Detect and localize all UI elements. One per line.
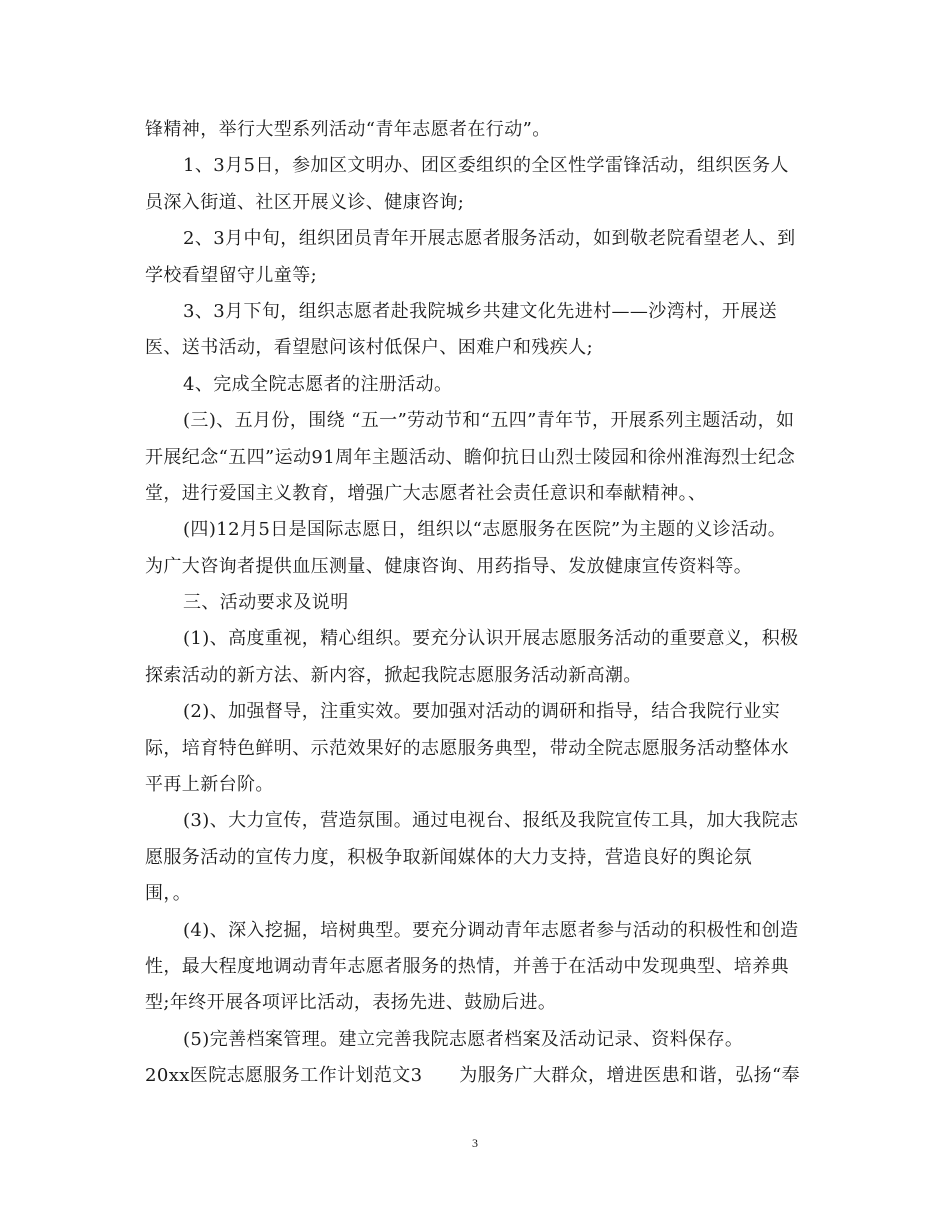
text-line: (4)、深入挖掘，培树典型。要充分调动青年志愿者参与活动的积极性和创造 [183, 919, 799, 941]
text-line: 为广大咨询者提供血压测量、健康咨询、用药指导、发放健康宣传资料等。 [145, 555, 753, 577]
text-line: 开展纪念“五四”运动91周年主题活动、瞻仰抗日山烈士陵园和徐州淮海烈士纪念 [145, 446, 796, 468]
text-line: (四)12月5日是国际志愿日，组织以“志愿服务在医院”为主题的义诊活动。 [183, 519, 787, 541]
text-line: (三)、五月份，围绕 “五一”劳动节和“五四”青年节，开展系列主题活动，如 [183, 410, 795, 432]
text-line: 1、3月5日，参加区文明办、团区委组织的全区性学雷锋活动，组织医务人 [183, 155, 789, 177]
text-line: 平再上新台阶。 [145, 774, 274, 796]
text-line: 愿服务活动的宣传力度，积极争取新闻媒体的大力支持，营造良好的舆论氛 [145, 846, 753, 868]
text-line: 医、送书活动，看望慰问该村低保户、困难户和残疾人; [145, 337, 594, 359]
text-line: (2)、加强督导，注重实效。要加强对活动的调研和指导，结合我院行业实 [183, 701, 781, 723]
text-line: 员深入街道、社区开展义诊、健康咨询; [145, 191, 465, 213]
text-line: (3)、大力宣传，营造氛围。通过电视台、报纸及我院宣传工具，加大我院志 [183, 810, 799, 832]
text-line: (5)完善档案管理。建立完善我院志愿者档案及活动记录、资料保存。 [183, 1028, 744, 1050]
text-line: 堂，进行爱国主义教育，增强广大志愿者社会责任意识和奉献精神。、 [145, 482, 707, 504]
text-line: 20xx医院志愿服务工作计划范文3 为服务广大群众，增进医患和谐，弘扬“奉 [145, 1065, 801, 1087]
document-body [145, 112, 810, 1095]
text-line: 围，。 [145, 883, 192, 905]
text-line: 性，最大程度地调动青年志愿者服务的热情，并善于在活动中发现典型、培养典 [145, 955, 789, 977]
text-line: 学校看望留守儿童等; [145, 264, 318, 286]
text-line: 3、3月下旬，组织志愿者赴我院城乡共建文化先进村——沙湾村，开展送 [183, 300, 778, 322]
text-line: (1)、高度重视，精心组织。要充分认识开展志愿服务活动的重要意义，积极 [183, 628, 799, 650]
section-heading: 三、活动要求及说明 [183, 592, 349, 614]
text-line: 4、完成全院志愿者的注册活动。 [183, 373, 453, 395]
text-line: 际，培育特色鲜明、示范效果好的志愿服务典型，带动全院志愿服务活动整体水 [145, 737, 789, 759]
text-line: 锋精神，举行大型系列活动“青年志愿者在行动”。 [145, 119, 551, 140]
text-line: 型;年终开展各项评比活动，表扬先进、鼓励后进。 [145, 992, 557, 1014]
page-number: 3 [472, 1136, 478, 1150]
text-line: 探索活动的新方法、新内容，掀起我院志愿服务活动新高潮。 [145, 664, 642, 686]
text-line: 2、3月中旬，组织团员青年开展志愿者服务活动，如到敬老院看望老人、到 [183, 228, 796, 250]
